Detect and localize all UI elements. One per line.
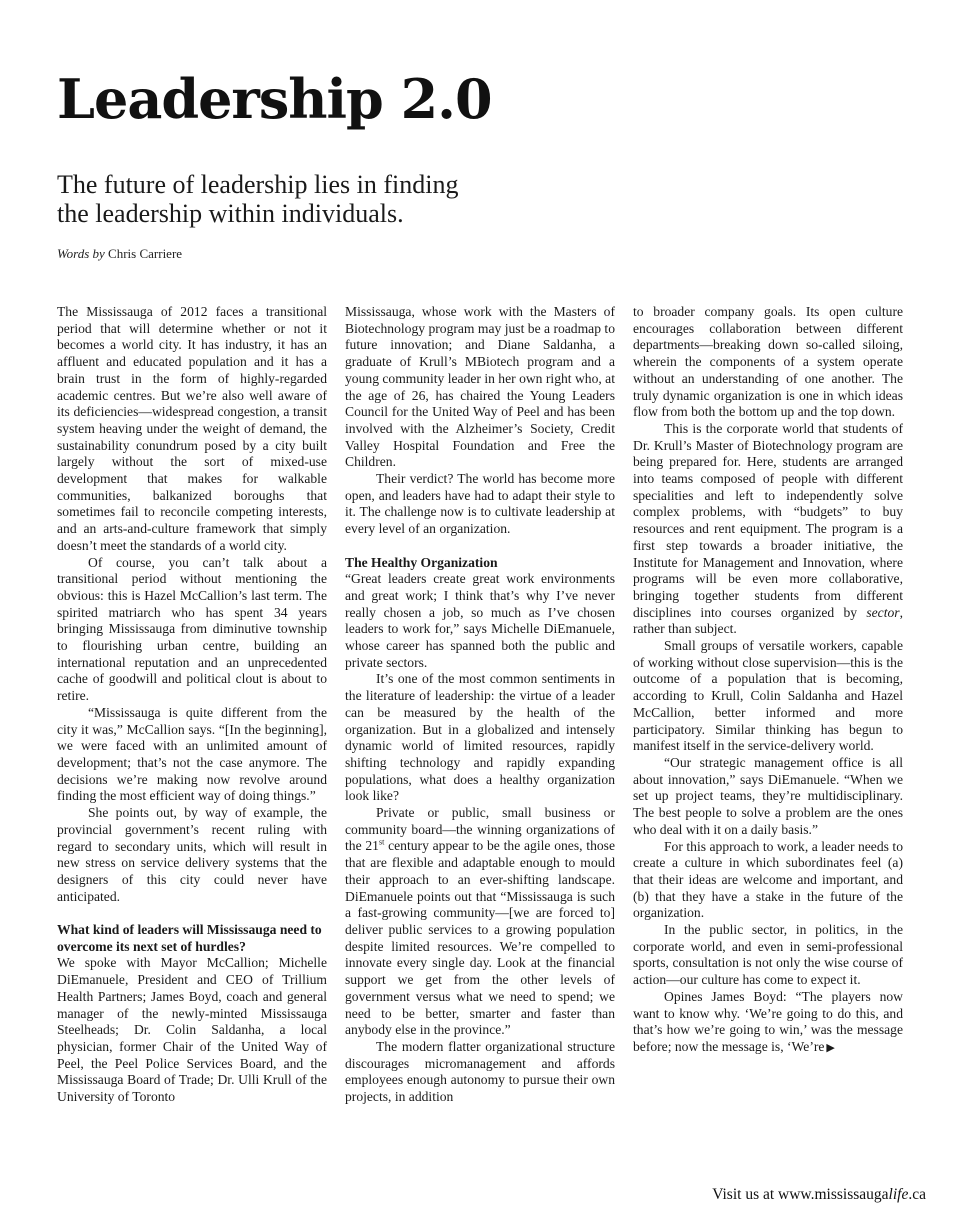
paragraph: “Our strategic management office is all about innovation,” says DiEmanuele. “When we set up project teams, they’re multidisciplinary. The best people to solve a problem are the ones who deal with it on a daily basis.”	[633, 754, 903, 837]
paragraph: In the public sector, in politics, in the corporate world, and even in semi-professional sports, consultation is not only the wise course of action—our culture has come to expect it.	[633, 922, 903, 988]
column-1	[57, 304, 327, 1106]
paragraph: The Mississauga of 2012 faces a transitional period that will determine whether or not it becomes a world city. It has industry, it has an affluent and educated population and it has a brain trust in the form of highly-regarded academic centres. But we’re also well aware of its deficiencies—widespread congestion, a transit system heaving under the weight of demand, the sustainability conundrum posed by a city built largely without the sort of mixed-use development that makes for walkable communities, balkanized boroughs that sometimes fail to reconcile competing interests, and an arts-and-culture framework that simply doesn’t meet the standards of a world city.	[57, 304, 327, 553]
footer-website	[712, 1186, 926, 1204]
byline-prefix: Words by	[57, 246, 105, 261]
paragraph: “Great leaders create great work environments and great work; I think that’s why I’ve never really chosen a job, so much as I’ve chosen leaders to work for,” says Michelle DiEmanuele, whose career has spanned both the public and private sectors.	[345, 571, 615, 670]
paragraph	[345, 805, 615, 1039]
paragraph: We spoke with Mayor McCallion; Michelle DiEmanuele, President and CEO of Trillium Health Partners; James Boyd, coach and general manager of the newly-minted Mississauga Steelheads; Dr. Colin Saldanha, a local physician, former Chair of the United Way of Peel, the Peel Police Services Board, and the Mississauga Board of Trade; Dr. Ulli Krull of the University of Toronto	[57, 955, 327, 1105]
text-run: Opines James Boyd: “The players now want to know why. ‘We’re going to do this, and that’s how we’re going to win,’ was the message before; now the message is, ‘We’re	[633, 988, 903, 1054]
paragraph: It’s one of the most common sentiments in the literature of leadership: the virtue of a leader can be measured by the health of the organization. But in a globalized and intensely dynamic world of limited resources, rapidly shifting technology and rapidly expanding populations, what does a healthy organization look like?	[345, 671, 615, 804]
text-run: Private or public, small business or community board—the winning organizations of the 21	[345, 805, 615, 854]
paragraph: The modern flatter organizational structure discourages micromanagement and affords employees enough autonomy to pursue their own projects, in addition	[345, 1038, 615, 1105]
paragraph: Of course, you can’t talk about a transitional period without mentioning the obvious: this is Hazel McCallion’s last term. The spirited matriarch who has spent 34 years bringing Mississauga from diminutive township to flourishing urban centre, building an international reputation and an unprecedented cache of goodwill and political clout is about to retire.	[57, 554, 327, 704]
ordinal-suffix: st	[378, 837, 385, 847]
paragraph: She points out, by way of example, the provincial government’s recent ruling with regard to secondary units, which will result in new stress on service delivery systems that the designers of this city could never have anticipated.	[57, 805, 327, 904]
paragraph: to broader company goals. Its open culture encourages collaboration between different departments—breaking down so-called siloing, wherein the components of a system operate without an understanding of one another. The truly dynamic organization is one in which ideas flow from both the bottom up and the top down.	[633, 304, 903, 420]
text-run: century appear to be the agile ones, those that are flexible and adaptable enough to mould their approach to an ever-shifting landscape. DiEmanuele points out that “Mississauga is such a fast-growing community—[we are forced to] deliver public services to a growing population despite limited resources. We’re compelled to innovate every single day. Look at the financial support we get from the other levels of government versus what we need to spend; we need to be better, smarter and faster than anybody else in the province.”	[345, 838, 615, 1038]
paragraph: For this approach to work, a leader needs to create a culture in which subordinates feel (a) that their ideas are welcome and important, and (b) that they have a stake in the future of the organization.	[633, 838, 903, 921]
paragraph: Mississauga, whose work with the Masters of Biotechnology program may just be a roadmap to future innovation; and Diane Saldanha, a graduate of Krull’s MBiotech program and a young community leader in her own right who, at the age of 26, has chaired the Young Leaders Council for the United Way of Peel and has been involved with the Alzheimer’s Society, Credit Valley Hospital Foundation and Free the Children.	[345, 304, 615, 470]
section-heading: What kind of leaders will Mississauga need to overcome its next set of hurdles?	[57, 922, 322, 954]
paragraph: Their verdict? The world has become more open, and leaders have had to adapt their style to it. The challenge now is to cultivate leadership at every level of an organization.	[345, 471, 615, 537]
article-title: Leadership 2.0	[57, 67, 492, 131]
emphasis: sector	[866, 604, 900, 620]
paragraph: “Mississauga is quite different from the city it was,” McCallion says. “[In the beginning], we were faced with an unlimited amount of development; that’s not the case anymore. The decisions we’re making now revolve around finding the most efficient way of doing things.”	[57, 704, 327, 804]
deck-line-2: the leadership within individuals.	[57, 199, 404, 228]
article-deck	[57, 170, 577, 228]
deck-line-1: The future of leadership lies in finding	[57, 170, 459, 199]
column-2	[345, 304, 615, 1106]
byline-author: Chris Carriere	[108, 246, 183, 261]
byline	[57, 246, 182, 262]
section-heading: The Healthy Organization	[345, 554, 498, 570]
text-run: , rather than subject.	[633, 604, 903, 637]
text-run: This is the corporate world that students of Dr. Krull’s Master of Biotechnology program are being prepared for. Here, students are arranged into teams composed of people with different specialities and left to independently solve complex problems, with “budgets” to buy resources and rent equipment. The program is a first step towards a broader initiative, the Institute for Management and Innovation, where programs will be even more collaborative, bringing together students from different disciplines into courses organized by	[633, 420, 903, 620]
paragraph	[633, 421, 903, 638]
column-3	[633, 304, 903, 1057]
footer-prefix: Visit us at www.mississauga	[712, 1186, 889, 1203]
paragraph	[633, 989, 903, 1057]
paragraph: Small groups of versatile workers, capable of working without close supervision—this is the outcome of a population that is becoming, according to Krull, Colin Saldanha and Hazel McCallion, better informed and more participatory. Similar thinking has begun to manifest itself in the service-delivery world.	[633, 638, 903, 754]
footer-italic: life	[888, 1186, 909, 1203]
continue-arrow-icon: ▶	[826, 1041, 835, 1054]
footer-suffix: .ca	[908, 1186, 926, 1203]
